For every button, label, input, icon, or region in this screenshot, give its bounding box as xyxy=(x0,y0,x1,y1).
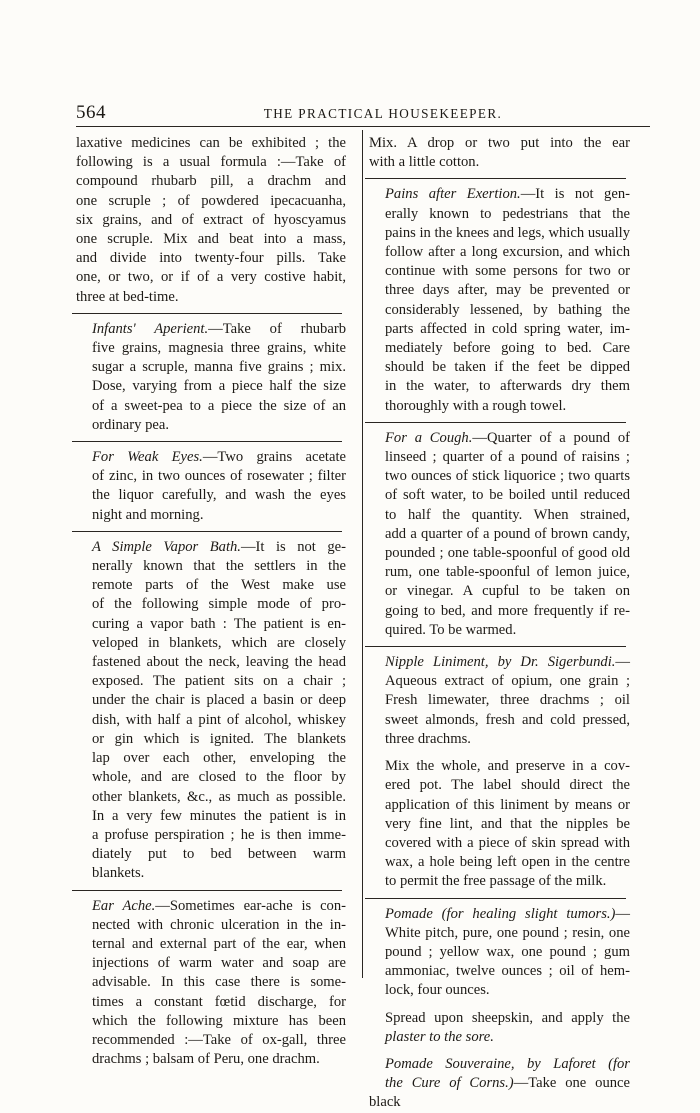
paragraph-heading: Pomade (for healing slight tumors.) xyxy=(385,905,616,922)
text-line: fastened about the neck, leaving the head xyxy=(92,654,346,671)
text-line: whole, and are closed to the floor by xyxy=(92,769,346,786)
text-line: the liquor carefully, and wash the eyes xyxy=(92,487,346,504)
running-title: THE PRACTICAL HOUSEKEEPER. xyxy=(263,106,503,121)
text-line: under the chair is placed a basin or deep xyxy=(92,692,346,709)
paragraph-rule xyxy=(72,531,342,532)
line-text: —Quarter of a pound of xyxy=(472,429,630,446)
paragraph-heading: the Cure of Corns.) xyxy=(385,1075,514,1092)
text-line: considerably lessened, by bathing the xyxy=(385,301,630,318)
text-line: add a quarter of a pound of brown candy, xyxy=(385,525,630,542)
text-line: which the following mixture has been xyxy=(92,1012,346,1029)
text-line: curing a vapor bath : The patient is en- xyxy=(92,615,346,632)
text-line: Mix the whole, and preserve in a cov- xyxy=(385,758,630,775)
paragraph-heading: For Weak Eyes. xyxy=(92,449,203,466)
paragraph-rule xyxy=(365,898,626,899)
paragraph xyxy=(369,1055,630,1113)
text-line: lock, four ounces. xyxy=(385,982,490,999)
text-line: compound rhubarb pill, a drachm and xyxy=(76,173,346,190)
text-line: ered pot. The label should direct the xyxy=(385,777,630,794)
paragraph-rule xyxy=(72,441,342,442)
text-line: lap over each other, enveloping the xyxy=(92,750,346,767)
paragraph-heading: A Simple Vapor Bath. xyxy=(92,538,241,555)
text-line: one scruple. Mix and beat into a mass, xyxy=(76,231,346,248)
text-line: or vinegar. A cupful to be taken on xyxy=(385,583,630,600)
paragraph xyxy=(76,134,346,307)
text-line: very fine lint, and that the nipples be xyxy=(385,815,630,832)
page-number: 564 xyxy=(76,102,106,123)
text-line: mediately before going to bed. Care xyxy=(385,340,630,357)
text-line: three at bed-time. xyxy=(76,288,179,305)
paragraph xyxy=(369,757,630,891)
text-line: application of this liniment by means or xyxy=(385,796,630,813)
text-line: diately put to bed between warm xyxy=(92,846,346,863)
text-line: of zinc, in two ounces of rosewater ; filter xyxy=(92,468,346,485)
right-column xyxy=(369,134,630,1113)
text-line: six grains, and of extract of hyoscyamus xyxy=(76,211,346,228)
text-line: should be taken if the feet be dipped xyxy=(385,359,630,376)
paragraph-rule xyxy=(72,313,342,314)
text-line: to permit the free passage of the milk. xyxy=(385,873,607,890)
text-line: sweet almonds, fresh and cold pressed, xyxy=(385,711,630,728)
text-line: three drachms. xyxy=(385,730,471,747)
text-line: continue with some persons for two or xyxy=(385,263,630,280)
paragraph-heading: For a Cough. xyxy=(385,429,473,446)
text-line: ordinary pea. xyxy=(92,416,169,433)
text-line: thoroughly with a rough towel. xyxy=(385,397,567,414)
text-line: laxative medicines can be exhibited ; the xyxy=(76,135,346,151)
paragraph xyxy=(76,448,346,525)
text-line: a profuse perspiration ; he is then imme- xyxy=(92,826,346,843)
text-line: or gin which is ignited. The blankets xyxy=(92,730,346,747)
paragraph-heading: Pains after Exertion. xyxy=(385,186,521,203)
text-line: advisable. In this case there is some- xyxy=(92,974,346,991)
text-line: to half the quantity. When strained, xyxy=(385,506,630,523)
text-line: with a little cotton. xyxy=(369,154,480,171)
text-line: times a constant fœtid discharge, for xyxy=(92,993,346,1010)
text-line: linseed ; quarter of a pound of raisins ; xyxy=(385,449,630,466)
text-line xyxy=(76,538,346,557)
paragraph xyxy=(76,897,346,1070)
text-line: pounded ; one table-spoonful of good old xyxy=(385,545,630,562)
text-line: nerally known that the settlers in the xyxy=(92,558,346,575)
paragraph-rule xyxy=(365,178,626,179)
text-line: recommended :—Take of ox-gall, three xyxy=(92,1031,346,1048)
text-line: ammoniac, twelve ounces ; oil of hem- xyxy=(385,963,630,980)
paragraph-heading: Infants' Aperient. xyxy=(92,320,209,337)
text-line: pains in the knees and legs, which usually xyxy=(385,224,630,241)
text-line: exposed. The patient sits on a chair ; xyxy=(92,673,346,690)
text-line: quired. To be warmed. xyxy=(385,621,517,638)
line-text: —Two grains acetate xyxy=(202,449,346,466)
paragraph xyxy=(369,1009,630,1047)
text-line: dish, with half a pint of alcohol, whiskey xyxy=(92,711,346,728)
paragraph xyxy=(369,134,630,172)
text-line: night and morning. xyxy=(92,506,204,523)
text-line: remote parts of the West make use xyxy=(92,577,346,594)
header-rule xyxy=(76,126,650,127)
text-line: three days after, may be prevented or xyxy=(385,282,630,299)
text-line xyxy=(76,448,346,467)
line-text: —Take of rhubarb xyxy=(208,320,346,337)
text-line: Mix. A drop or two put into the ear xyxy=(369,135,630,151)
paragraph-rule xyxy=(72,890,342,891)
text-line: ternal and external part of the ear, when xyxy=(92,935,346,952)
line-text: — xyxy=(615,905,630,922)
left-column xyxy=(76,134,346,1069)
text-line: nected with chronic ulceration in the in- xyxy=(92,916,346,933)
paragraph-heading: Pomade Souveraine, by Laforet (for xyxy=(385,1055,630,1072)
text-line: rum, one table-spoonful of lemon juice, xyxy=(385,564,630,581)
paragraph xyxy=(369,185,630,415)
text-line: Aqueous extract of opium, one grain ; xyxy=(385,673,630,690)
paragraph xyxy=(76,320,346,435)
text-line xyxy=(369,185,630,204)
text-line: and divide into twenty-four pills. Take xyxy=(76,250,346,267)
paragraph-heading: Nipple Liniment, by Dr. Sigerbundi. xyxy=(385,654,616,671)
paragraph xyxy=(369,905,630,1001)
text-line: Fresh limewater, three drachms ; oil xyxy=(385,692,630,709)
text-line: injections of warm water and soap are xyxy=(92,955,346,972)
text-line xyxy=(369,429,630,448)
text-line: of a sweet-pea to a piece the size of an xyxy=(92,397,346,414)
text-line: wax, a hole being left open in the centre xyxy=(385,854,630,871)
line-text: —It is not gen- xyxy=(520,186,630,203)
column-divider xyxy=(362,130,363,978)
text-line: White pitch, pure, one pound ; resin, one xyxy=(385,924,630,941)
paragraph xyxy=(369,429,630,640)
line-text: — xyxy=(615,654,630,671)
text-line xyxy=(369,1055,630,1074)
text-line: following is a usual formula :—Take of xyxy=(76,154,346,171)
text-line: of soft water, to be boiled until reduced xyxy=(385,487,630,504)
text-line xyxy=(369,905,630,924)
text-line: plaster to the sore. xyxy=(385,1028,494,1045)
text-line: one, or two, or if of a very costive habit, xyxy=(76,269,346,286)
text-line: five grains, magnesia three grains, white xyxy=(92,340,346,357)
text-line: Dose, varying from a piece half the size xyxy=(92,378,346,395)
paragraph xyxy=(76,538,346,884)
text-line xyxy=(76,320,346,339)
page-header xyxy=(76,100,650,126)
text-line xyxy=(76,897,346,916)
text-line: veloped in blankets, which are closely xyxy=(92,634,346,651)
text-line: in the water, to afterwards dry them xyxy=(385,378,630,395)
text-line: blankets. xyxy=(92,865,145,882)
text-line: parts affected in cold spring water, im- xyxy=(385,320,630,337)
text-line: other blankets, &c., as much as possible. xyxy=(92,788,346,805)
text-line: two ounces of stick liquorice ; two quarts xyxy=(385,468,630,485)
text-line: pound ; yellow wax, one pound ; gum xyxy=(385,943,630,960)
text-line: follow after a long excursion, and which xyxy=(385,244,630,261)
paragraph xyxy=(369,653,630,749)
text-line: one scruple ; of powdered ipecacuanha, xyxy=(76,192,346,209)
text-line: Spread upon sheepskin, and apply the xyxy=(385,1009,630,1026)
text-line: sugar a scruple, manna five grains ; mix. xyxy=(92,359,346,376)
paragraph-heading: Ear Ache. xyxy=(92,897,156,914)
line-text: —Take one ounce black xyxy=(369,1075,630,1111)
text-line: covered with a piece of skin spread with xyxy=(385,834,630,851)
line-text: —It is not ge- xyxy=(240,538,346,555)
text-line: of the following simple mode of pro- xyxy=(92,596,346,613)
text-line xyxy=(369,653,630,672)
text-line: drachms ; balsam of Peru, one drachm. xyxy=(92,1051,320,1068)
text-line: In a very few minutes the patient is in xyxy=(92,807,346,824)
line-text: —Sometimes ear-ache is con- xyxy=(155,897,346,914)
paragraph-rule xyxy=(365,422,626,423)
text-line: going to bed, and more frequently if re- xyxy=(385,602,630,619)
text-line: erally known to pedestrians that the xyxy=(385,205,630,222)
paragraph-rule xyxy=(365,646,626,647)
text-line xyxy=(369,1074,630,1112)
